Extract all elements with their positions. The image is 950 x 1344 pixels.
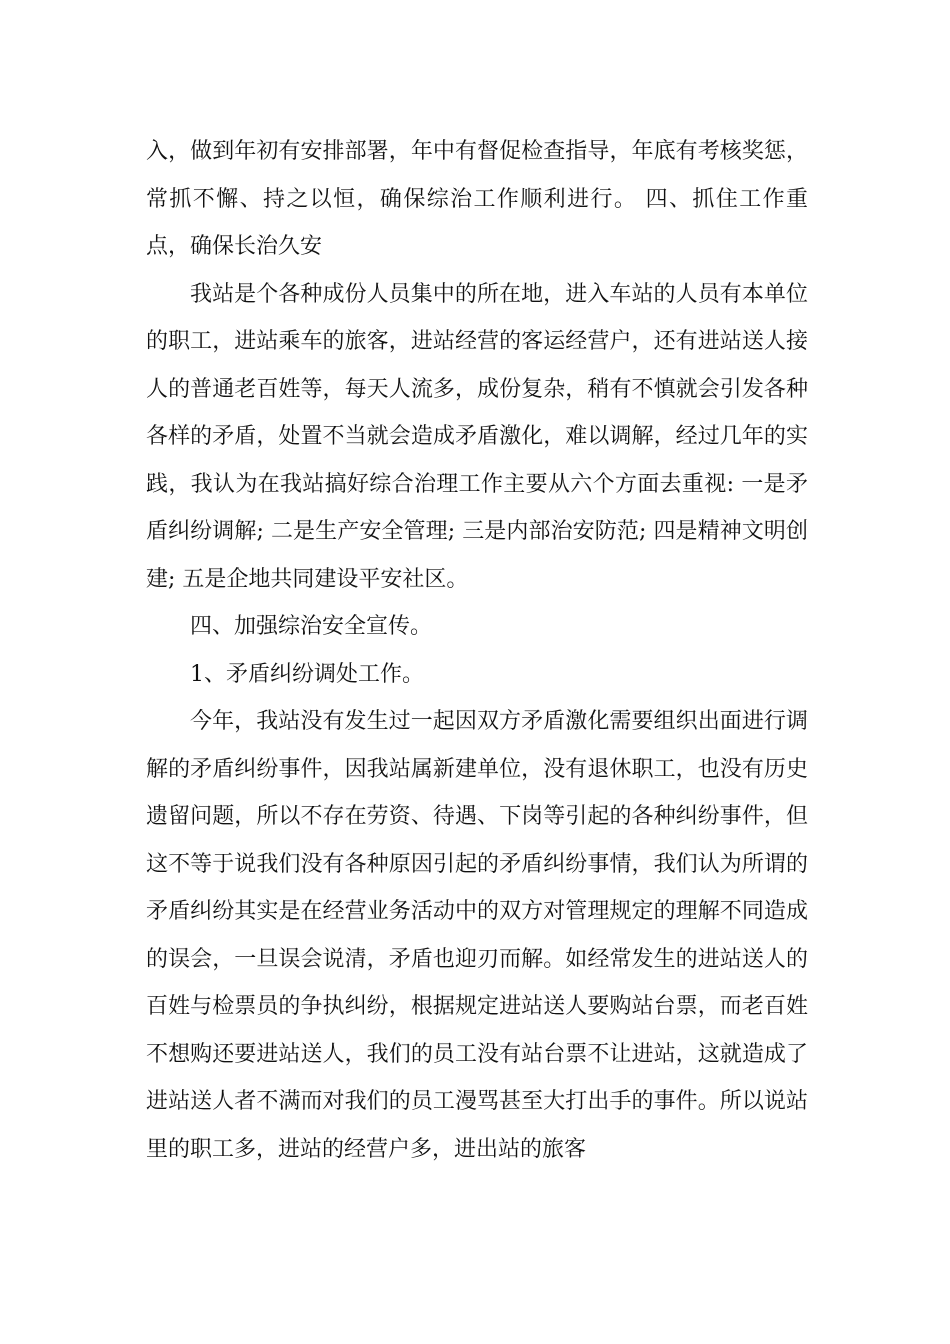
document-body xyxy=(146,128,808,1173)
paragraph-2: 我站是个各种成份人员集中的所在地，进入车站的人员有本单位的职工，进站乘车的旅客，进站经营的客运经营户，还有进站送人接人的普通老百姓等，每天人流多，成份复杂，稍有不慎就会引发各种各样的矛盾，处置不当就会造成矛盾激化，难以调解，经过几年的实践，我认为在我站搞好综合治理工作主要从六个方面去重视: 一是矛盾纠纷调解; 二是生产安全管理; 三是内部治安防范; 四是精神文明创建; 五是企地共同建设平安社区。 xyxy=(146,281,808,592)
paragraph-1: 入，做到年初有安排部署，年中有督促检查指导，年底有考核奖惩，常抓不懈、持之以恒，确保综治工作顺利进行。 四、抓住工作重点，确保长治久安 xyxy=(146,139,808,259)
section-heading-4: 四、加强综治安全宣传。 xyxy=(190,614,433,639)
subsection-heading-1: 1、矛盾纠纷调处工作。 xyxy=(190,661,424,687)
paragraph-3: 今年，我站没有发生过一起因双方矛盾激化需要组织出面进行调解的矛盾纠纷事件，因我站属新建单位，没有退休职工，也没有历史遗留问题，所以不存在劳资、待遇、下岗等引起的各种纠纷事件，但这不等于说我们没有各种原因引起的矛盾纠纷事情，我们认为所谓的矛盾纠纷其实是在经营业务活动中的双方对管理规定的理解不同造成的误会，一旦误会说清，矛盾也迎刃而解。如经常发生的进站送人的百姓与检票员的争执纠纷，根据规定进站送人要购站台票，而老百姓不想购还要进站送人，我们的员工没有站台票不让进站，这就造成了进站送人者不满而对我们的员工漫骂甚至大打出手的事件。所以说站里的职工多，进站的经营户多，进出站的旅客 xyxy=(146,709,808,1162)
